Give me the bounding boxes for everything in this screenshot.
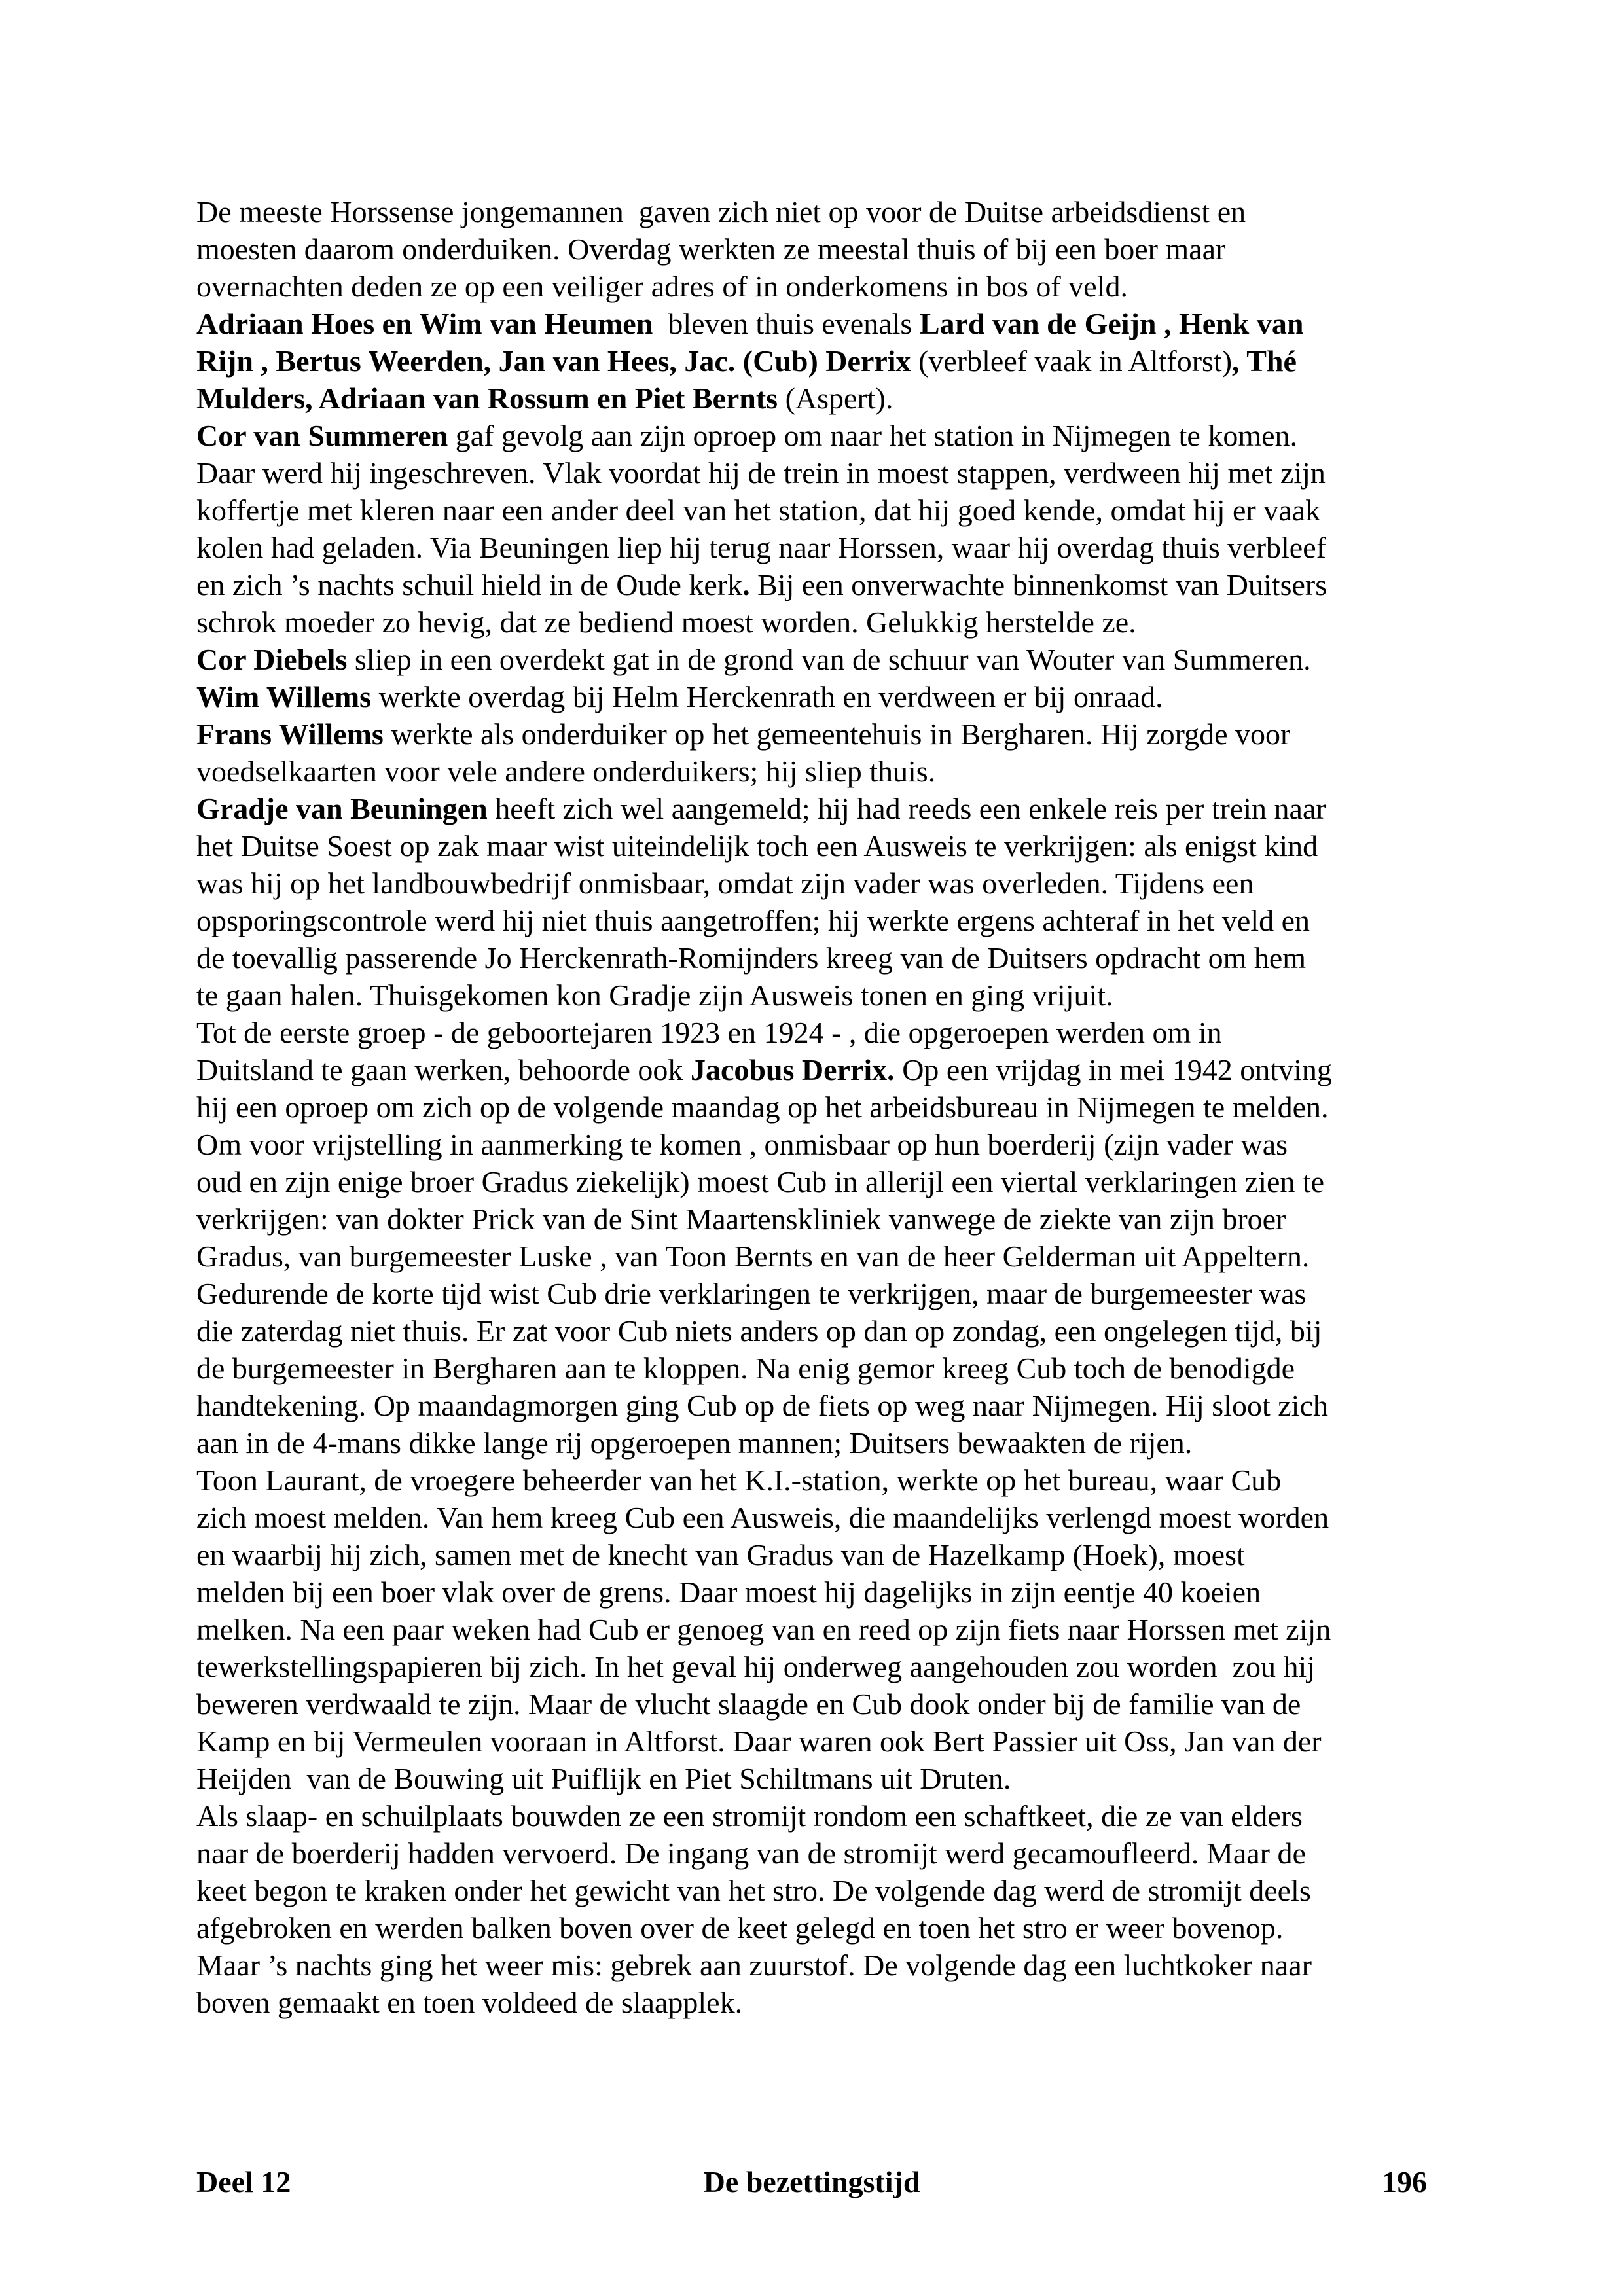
- text-run: bleven thuis evenals: [653, 307, 920, 340]
- text-run: De meeste Horssense jongemannen gaven zich niet op voor de Duitse arbeidsdienst en: [196, 195, 1246, 228]
- text-line: [196, 380, 1440, 417]
- text-line: [196, 902, 1440, 939]
- text-line: [196, 1312, 1440, 1350]
- text-run: werkte als onderduiker op het gemeentehuis in Bergharen. Hij zorgde voor: [383, 717, 1291, 751]
- text-line: [196, 1275, 1440, 1312]
- text-run: gaf gevolg aan zijn oproep om naar het station in Nijmegen te komen.: [448, 419, 1298, 452]
- text-run: Om voor vrijstelling in aanmerking te komen , onmisbaar op hun boerderij (zijn vader was: [196, 1128, 1288, 1161]
- text-line: [196, 827, 1440, 865]
- text-line: [196, 1872, 1440, 1909]
- bold-text-run: Wim Willems: [196, 680, 372, 713]
- text-line: [196, 1946, 1440, 1984]
- text-run: Bij een onverwachte binnenkomst van Duitsers: [749, 568, 1327, 601]
- text-run: handtekening. Op maandagmorgen ging Cub op de fiets op weg naar Nijmegen. Hij sloot zich: [196, 1389, 1328, 1422]
- text-line: [196, 1984, 1440, 2021]
- text-line: [196, 268, 1440, 305]
- text-line: [196, 865, 1440, 902]
- footer-part-label: Deel 12: [196, 2165, 291, 2198]
- text-run: melden bij een boer vlak over de grens. Daar moest hij dagelijks in zijn eentje 40 koeien: [196, 1575, 1261, 1609]
- text-line: [196, 753, 1440, 790]
- bold-text-run: Lard van de Geijn , Henk van: [919, 307, 1304, 340]
- text-run: hij een oproep om zich op de volgende maandag op het arbeidsbureau in Nijmegen te melden.: [196, 1090, 1329, 1124]
- bold-text-run: , Thé: [1232, 344, 1297, 378]
- text-run: werkte overdag bij Helm Herckenrath en verdween er bij onraad.: [371, 680, 1163, 713]
- text-run: heeft zich wel aangemeld; hij had reeds een enkele reis per trein naar: [487, 792, 1326, 825]
- text-run: de toevallig passerende Jo Herckenrath-Romijnders kreeg van de Duitsers opdracht om hem: [196, 941, 1307, 975]
- text-line: [196, 566, 1440, 603]
- text-line: [196, 1200, 1440, 1238]
- text-run: beweren verdwaald te zijn. Maar de vlucht slaagde en Cub dook onder bij de familie van de: [196, 1687, 1301, 1721]
- text-run: oud en zijn enige broer Gradus ziekelijk) moest Cub in allerijl een viertal verklaringen zien te: [196, 1165, 1325, 1198]
- text-run: opsporingscontrole werd hij niet thuis aangetroffen; hij werkte ergens achteraf in het veld en: [196, 904, 1310, 937]
- text-line: [196, 1835, 1440, 1872]
- page-text: [196, 193, 1440, 2021]
- text-run: (verbleef vaak in Altforst): [911, 344, 1233, 378]
- text-line: [196, 1797, 1440, 1835]
- text-run: was hij op het landbouwbedrijf onmisbaar, omdat zijn vader was overleden. Tijdens een: [196, 867, 1254, 900]
- text-line: [196, 1051, 1440, 1088]
- text-line: [196, 715, 1440, 753]
- text-run: verkrijgen: van dokter Prick van de Sint Maartenskliniek vanwege de ziekte van zijn broer: [196, 1202, 1286, 1236]
- text-line: [196, 939, 1440, 977]
- text-run: kolen had geladen. Via Beuningen liep hij terug naar Horssen, waar hij overdag thuis verbleef: [196, 531, 1326, 564]
- text-line: [196, 977, 1440, 1014]
- text-run: Maar ’s nachts ging het weer mis: gebrek aan zuurstof. De volgende dag een luchtkoker naar: [196, 1948, 1312, 1982]
- text-line: [196, 305, 1440, 342]
- bold-text-run: Cor Diebels: [196, 643, 348, 676]
- text-run: koffertje met kleren naar een ander deel van het station, dat hij goed kende, omdat hij er vaak: [196, 493, 1321, 527]
- page-footer: [196, 2163, 1427, 2200]
- text-run: (Aspert).: [778, 382, 893, 415]
- text-line: [196, 603, 1440, 641]
- text-line: [196, 417, 1440, 454]
- text-run: aan in de 4-mans dikke lange rij opgeroepen mannen; Duitsers bewaakten de rijen.: [196, 1426, 1193, 1460]
- text-line: [196, 492, 1440, 529]
- text-line: [196, 641, 1440, 678]
- text-line: [196, 1387, 1440, 1424]
- text-run: Heijden van de Bouwing uit Puiflijk en Piet Schiltmans uit Druten.: [196, 1762, 1011, 1795]
- text-run: tewerkstellingspapieren bij zich. In het geval hij onderweg aangehouden zou worden zou hij: [196, 1650, 1316, 1683]
- text-run: Gedurende de korte tijd wist Cub drie verklaringen te verkrijgen, maar de burgemeester was: [196, 1277, 1307, 1310]
- text-line: [196, 1648, 1440, 1685]
- text-run: Tot de eerste groep - de geboortejaren 1923 en 1924 - , die opgeroepen werden om in: [196, 1016, 1222, 1049]
- text-run: moesten daarom onderduiken. Overdag werkten ze meestal thuis of bij een boer maar: [196, 232, 1226, 266]
- text-run: te gaan halen. Thuisgekomen kon Gradje zijn Ausweis tonen en ging vrijuit.: [196, 978, 1113, 1012]
- text-line: [196, 1238, 1440, 1275]
- text-line: [196, 529, 1440, 566]
- text-line: [196, 1126, 1440, 1163]
- text-run: voedselkaarten voor vele andere onderduikers; hij sliep thuis.: [196, 755, 936, 788]
- text-run: zich moest melden. Van hem kreeg Cub een Ausweis, die maandelijks verlengd moest worden: [196, 1501, 1329, 1534]
- text-line: [196, 1088, 1440, 1126]
- bold-text-run: Gradje van Beuningen: [196, 792, 488, 825]
- text-line: [196, 1536, 1440, 1573]
- text-line: [196, 1760, 1440, 1797]
- footer-section-title: De bezettingstijd: [703, 2165, 920, 2198]
- text-run: sliep in een overdekt gat in de grond van de schuur van Wouter van Summeren.: [347, 643, 1311, 676]
- bold-text-run: Rijn , Bertus Weerden, Jan van Hees, Jac. (Cub) Derrix: [196, 344, 911, 378]
- text-run: keet begon te kraken onder het gewicht van het stro. De volgende dag werd de stromijt deels: [196, 1874, 1311, 1907]
- text-line: [196, 1723, 1440, 1760]
- text-line: [196, 678, 1440, 715]
- text-line: [196, 454, 1440, 492]
- text-line: [196, 1611, 1440, 1648]
- text-line: [196, 1573, 1440, 1611]
- text-line: [196, 1685, 1440, 1723]
- text-line: [196, 1163, 1440, 1200]
- text-run: Toon Laurant, de vroegere beheerder van het K.I.-station, werkte op het bureau, waar Cub: [196, 1463, 1282, 1497]
- text-run: overnachten deden ze op een veiliger adres of in onderkomens in bos of veld.: [196, 270, 1128, 303]
- text-line: [196, 1014, 1440, 1051]
- text-line: [196, 342, 1440, 380]
- text-line: [196, 1350, 1440, 1387]
- bold-text-run: Cor van Summeren: [196, 419, 448, 452]
- text-run: die zaterdag niet thuis. Er zat voor Cub niets anders op dan op zondag, een ongelegen tijd, bij: [196, 1314, 1322, 1348]
- text-run: naar de boerderij hadden vervoerd. De ingang van de stromijt werd gecamoufleerd. Maar de: [196, 1837, 1306, 1870]
- text-run: Op een vrijdag in mei 1942 ontving: [894, 1053, 1332, 1086]
- bold-text-run: Frans Willems: [196, 717, 384, 751]
- text-run: Gradus, van burgemeester Luske , van Toon Bernts en van de heer Gelderman uit Appeltern.: [196, 1240, 1310, 1273]
- text-run: boven gemaakt en toen voldeed de slaapplek.: [196, 1986, 743, 2019]
- text-run: het Duitse Soest op zak maar wist uiteindelijk toch een Ausweis te verkrijgen: als enigst kind: [196, 829, 1318, 863]
- text-run: de burgemeester in Bergharen aan te kloppen. Na enig gemor kreeg Cub toch de benodigde: [196, 1352, 1295, 1385]
- text-run: Duitsland te gaan werken, behoorde ook: [196, 1053, 691, 1086]
- bold-text-run: Adriaan Hoes en Wim van Heumen: [196, 307, 653, 340]
- text-run: melken. Na een paar weken had Cub er genoeg van en reed op zijn fiets naar Horssen met zijn: [196, 1613, 1331, 1646]
- text-run: en waarbij hij zich, samen met de knecht van Gradus van de Hazelkamp (Hoek), moest: [196, 1538, 1245, 1571]
- bold-text-run: Mulders, Adriaan van Rossum en Piet Bernts: [196, 382, 778, 415]
- text-line: [196, 1424, 1440, 1462]
- text-run: Kamp en bij Vermeulen vooraan in Altforst. Daar waren ook Bert Passier uit Oss, Jan van der: [196, 1725, 1322, 1758]
- text-run: Als slaap- en schuilplaats bouwden ze een stromijt rondom een schaftkeet, die ze van elders: [196, 1799, 1303, 1833]
- text-line: [196, 1499, 1440, 1536]
- bold-text-run: .: [742, 568, 750, 601]
- text-run: schrok moeder zo hevig, dat ze bediend moest worden. Gelukkig herstelde ze.: [196, 605, 1136, 639]
- text-line: [196, 790, 1440, 827]
- footer-page-number: 196: [1382, 2165, 1427, 2198]
- text-line: [196, 193, 1440, 230]
- text-run: en zich ’s nachts schuil hield in de Oude kerk: [196, 568, 743, 601]
- text-run: afgebroken en werden balken boven over de keet gelegd en toen het stro er weer bovenop.: [196, 1911, 1284, 1945]
- text-line: [196, 1909, 1440, 1946]
- text-line: [196, 230, 1440, 268]
- text-line: [196, 1462, 1440, 1499]
- text-run: Daar werd hij ingeschreven. Vlak voordat hij de trein in moest stappen, verdween hij met zijn: [196, 456, 1326, 490]
- bold-text-run: Jacobus Derrix.: [690, 1053, 895, 1086]
